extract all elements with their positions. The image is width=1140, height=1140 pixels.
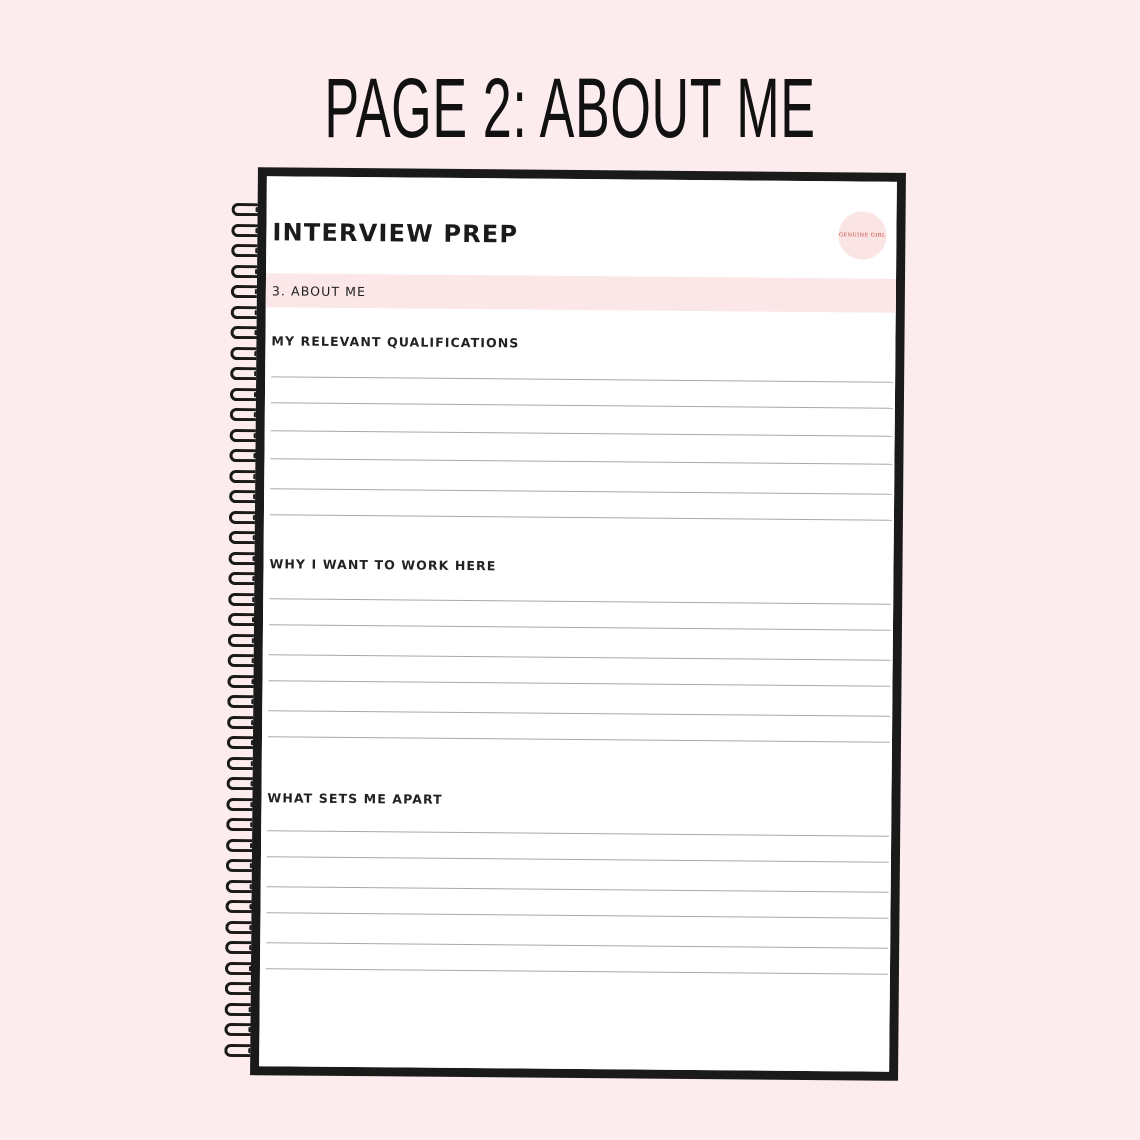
spiral-coil (228, 633, 256, 646)
spiral-coil (226, 879, 254, 892)
spiral-coil (225, 900, 253, 913)
spiral-coil (230, 387, 258, 400)
spiral-coil (228, 613, 256, 626)
spiral-coil (225, 1002, 253, 1015)
writing-line[interactable] (266, 942, 888, 948)
spiral-coil (229, 449, 257, 462)
spiral-coil (230, 326, 258, 339)
spiral-coil (230, 408, 258, 421)
notebook-page (259, 176, 897, 1071)
writing-line[interactable] (267, 830, 889, 836)
spiral-coil (225, 961, 253, 974)
spiral-coil (226, 859, 254, 872)
prompt-qualifications: MY RELEVANT QUALIFICATIONS (271, 333, 520, 351)
spiral-coil (225, 941, 253, 954)
spiral-coil (227, 756, 255, 769)
writing-line[interactable] (268, 710, 890, 716)
spiral-coil (229, 490, 257, 503)
spiral-coil (230, 428, 258, 441)
spiral-coil (231, 223, 259, 236)
writing-line[interactable] (267, 886, 889, 892)
writing-line[interactable] (266, 968, 888, 974)
spiral-coil (230, 367, 258, 380)
spiral-coil (227, 736, 255, 749)
notebook (250, 167, 906, 1081)
section-label: 3. ABOUT ME (271, 283, 367, 300)
writing-line[interactable] (271, 376, 893, 382)
spiral-coil (229, 551, 257, 564)
writing-line[interactable] (270, 458, 892, 464)
spiral-coil (227, 695, 255, 708)
spiral-coil (230, 346, 258, 359)
writing-line[interactable] (271, 430, 893, 436)
page-heading: PAGE 2: ABOUT ME (324, 61, 816, 155)
writing-line[interactable] (270, 488, 892, 494)
brand-logo-text: GENUINE GIRL (838, 232, 886, 239)
writing-line[interactable] (268, 736, 890, 742)
spiral-coil (229, 531, 257, 544)
spiral-coil (229, 510, 257, 523)
brand-logo (838, 211, 886, 259)
spiral-coil (224, 1023, 252, 1036)
writing-line[interactable] (269, 624, 891, 630)
spiral-coil (227, 777, 255, 790)
spiral-coil (231, 285, 259, 298)
spiral-coil (226, 818, 254, 831)
prompt-sets-me-apart: WHAT SETS ME APART (267, 790, 443, 807)
prompt-why-work-here: WHY I WANT TO WORK HERE (269, 556, 497, 574)
spiral-coil (228, 654, 256, 667)
section-band (266, 273, 896, 312)
spiral-coil (224, 1043, 252, 1056)
spiral-coil (227, 674, 255, 687)
spiral-coil (225, 920, 253, 933)
spiral-coil (228, 592, 256, 605)
notebook-title: INTERVIEW PREP (272, 218, 519, 249)
spiral-coil (227, 715, 255, 728)
spiral-coil (226, 797, 254, 810)
writing-line[interactable] (271, 402, 893, 408)
writing-line[interactable] (267, 856, 889, 862)
spiral-coil (231, 244, 259, 257)
writing-line[interactable] (268, 680, 890, 686)
writing-line[interactable] (266, 912, 888, 918)
spiral-coil (226, 838, 254, 851)
spiral-coil (225, 982, 253, 995)
spiral-coil (229, 469, 257, 482)
spiral-coil (231, 264, 259, 277)
writing-line[interactable] (270, 514, 892, 520)
writing-line[interactable] (269, 654, 891, 660)
writing-line[interactable] (269, 598, 891, 604)
spiral-coil (228, 572, 256, 585)
spiral-coil (232, 203, 260, 216)
spiral-coil (231, 305, 259, 318)
